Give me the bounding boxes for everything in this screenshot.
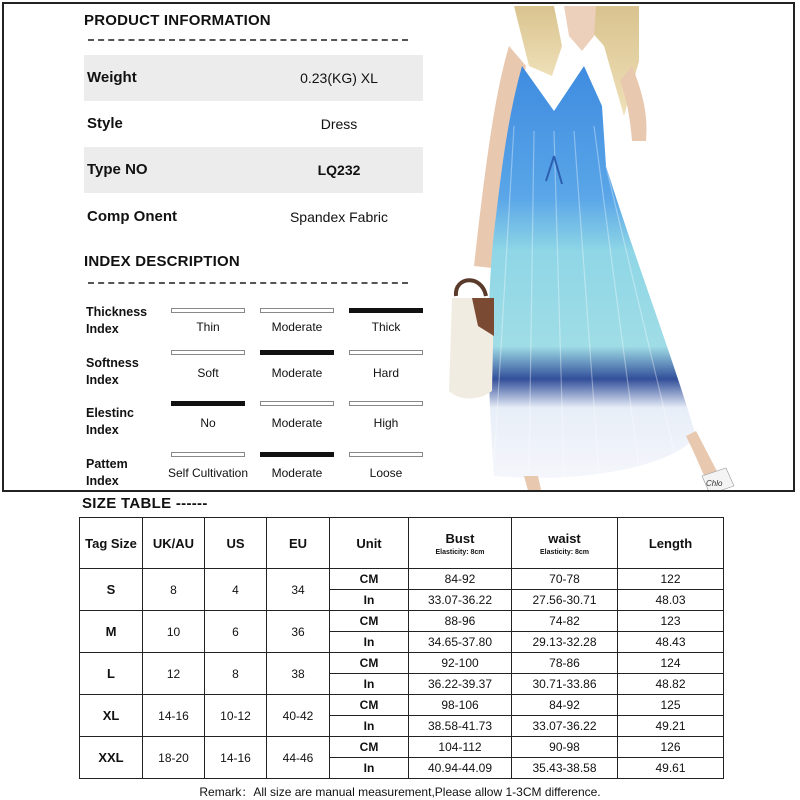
bust-cell: 34.65-37.80 <box>409 632 512 653</box>
index-option: Thin <box>196 320 220 334</box>
col-tag-size: Tag Size <box>80 518 143 569</box>
table-row <box>80 737 724 758</box>
size-cell: L <box>80 653 143 695</box>
ukau-cell: 12 <box>143 653 205 695</box>
info-row-composition <box>84 194 423 240</box>
index-option: Moderate <box>271 366 323 380</box>
index-bar-selected <box>260 350 334 355</box>
table-row <box>80 569 724 590</box>
size-cell: M <box>80 611 143 653</box>
index-bar <box>349 452 423 457</box>
waist-cell: 74-82 <box>512 611 618 632</box>
unit-cell: CM <box>330 569 409 590</box>
waist-cell: 84-92 <box>512 695 618 716</box>
dress-model-image <box>434 6 795 492</box>
divider <box>88 39 408 41</box>
index-option: Moderate <box>271 416 323 430</box>
unit-cell: CM <box>330 737 409 758</box>
waist-cell: 35.43-38.58 <box>512 758 618 779</box>
unit-cell: CM <box>330 695 409 716</box>
divider <box>88 282 408 284</box>
bust-label: Bust <box>445 530 475 546</box>
ukau-cell: 8 <box>143 569 205 611</box>
length-cell: 126 <box>618 737 724 758</box>
index-option: No <box>200 416 216 430</box>
col-eu: EU <box>267 518 330 569</box>
info-key: Weight <box>87 69 137 86</box>
unit-cell: CM <box>330 611 409 632</box>
size-cell: XXL <box>80 737 143 779</box>
waist-cell: 29.13-32.28 <box>512 632 618 653</box>
index-label: Thickness Index <box>86 305 148 336</box>
ukau-cell: 10 <box>143 611 205 653</box>
eu-cell: 34 <box>267 569 330 611</box>
size-table-body <box>80 569 724 779</box>
size-table-title: SIZE TABLE ------ <box>82 495 208 512</box>
unit-cell: In <box>330 590 409 611</box>
waist-label: waist <box>548 530 581 546</box>
bust-cell: 98-106 <box>409 695 512 716</box>
us-cell: 8 <box>205 653 267 695</box>
info-key: Style <box>87 115 123 132</box>
bust-cell: 84-92 <box>409 569 512 590</box>
index-option: Hard <box>372 366 399 380</box>
waist-cell: 78-86 <box>512 653 618 674</box>
unit-cell: In <box>330 758 409 779</box>
us-cell: 10-12 <box>205 695 267 737</box>
bust-cell: 40.94-44.09 <box>409 758 512 779</box>
waist-cell: 27.56-30.71 <box>512 590 618 611</box>
unit-cell: CM <box>330 653 409 674</box>
bag-brand-text: Chlo <box>706 479 723 488</box>
bust-cell: 104-112 <box>409 737 512 758</box>
col-length: Length <box>618 518 724 569</box>
us-cell: 14-16 <box>205 737 267 779</box>
remark-note: Remark：All size are manual measurement,Please allow 1-3CM difference. <box>199 785 601 799</box>
length-cell: 124 <box>618 653 724 674</box>
index-bar <box>260 308 334 313</box>
length-cell: 125 <box>618 695 724 716</box>
table-row <box>80 611 724 632</box>
size-cell: XL <box>80 695 143 737</box>
unit-cell: In <box>330 674 409 695</box>
length-cell: 49.21 <box>618 716 724 737</box>
eu-cell: 38 <box>267 653 330 695</box>
index-option: Moderate <box>271 320 323 334</box>
index-bar-selected <box>171 401 245 406</box>
col-ukau: UK/AU <box>143 518 205 569</box>
col-bust <box>409 518 512 569</box>
index-option: Moderate <box>271 466 323 480</box>
unit-cell: In <box>330 632 409 653</box>
index-option: Self Cultivation <box>167 466 249 480</box>
index-description-title: INDEX DESCRIPTION <box>84 253 240 270</box>
info-value: Spandex Fabric <box>289 209 389 225</box>
waist-cell: 90-98 <box>512 737 618 758</box>
size-cell: S <box>80 569 143 611</box>
info-value: Dress <box>320 116 358 132</box>
index-bar-selected <box>349 308 423 313</box>
bust-cell: 33.07-36.22 <box>409 590 512 611</box>
col-unit: Unit <box>330 518 409 569</box>
table-row <box>80 695 724 716</box>
col-us: US <box>205 518 267 569</box>
length-cell: 48.03 <box>618 590 724 611</box>
ukau-cell: 14-16 <box>143 695 205 737</box>
info-key: Type NO <box>87 161 148 178</box>
info-key: Comp Onent <box>87 208 177 225</box>
product-photo <box>434 6 795 492</box>
us-cell: 6 <box>205 611 267 653</box>
info-row-type-no <box>84 147 423 193</box>
bust-elasticity: Elasticity: 8cm <box>435 548 485 556</box>
index-option: Loose <box>369 466 403 480</box>
waist-cell: 30.71-33.86 <box>512 674 618 695</box>
index-option: Thick <box>371 320 401 334</box>
waist-elasticity: Elasticity: 8cm <box>539 548 590 556</box>
info-value: LQ232 <box>317 162 361 178</box>
index-bar <box>349 350 423 355</box>
length-cell: 48.43 <box>618 632 724 653</box>
product-info-panel <box>2 2 795 492</box>
product-info-title: PRODUCT INFORMATION <box>84 12 271 29</box>
length-cell: 123 <box>618 611 724 632</box>
length-cell: 48.82 <box>618 674 724 695</box>
index-option: Soft <box>197 366 219 380</box>
index-bar <box>171 350 245 355</box>
index-bar <box>260 401 334 406</box>
info-row-style <box>84 101 423 147</box>
eu-cell: 36 <box>267 611 330 653</box>
ukau-cell: 18-20 <box>143 737 205 779</box>
info-value: 0.23(KG) XL <box>300 70 378 86</box>
index-label: Pattem Index <box>86 457 128 488</box>
bust-cell: 36.22-39.37 <box>409 674 512 695</box>
waist-cell: 70-78 <box>512 569 618 590</box>
eu-cell: 44-46 <box>267 737 330 779</box>
waist-cell: 33.07-36.22 <box>512 716 618 737</box>
index-bar-selected <box>260 452 334 457</box>
index-label: Elestinc Index <box>86 406 134 437</box>
index-label: Softness Index <box>86 356 139 387</box>
index-bar <box>349 401 423 406</box>
length-cell: 122 <box>618 569 724 590</box>
info-row-weight <box>84 55 423 101</box>
table-row <box>80 653 724 674</box>
us-cell: 4 <box>205 569 267 611</box>
unit-cell: In <box>330 716 409 737</box>
index-bar <box>171 308 245 313</box>
index-option: High <box>373 416 399 430</box>
length-cell: 49.61 <box>618 758 724 779</box>
bust-cell: 92-100 <box>409 653 512 674</box>
size-table <box>79 517 724 779</box>
index-bar <box>171 452 245 457</box>
eu-cell: 40-42 <box>267 695 330 737</box>
bust-cell: 88-96 <box>409 611 512 632</box>
col-waist <box>512 518 618 569</box>
bust-cell: 38.58-41.73 <box>409 716 512 737</box>
size-table-header <box>80 518 724 569</box>
